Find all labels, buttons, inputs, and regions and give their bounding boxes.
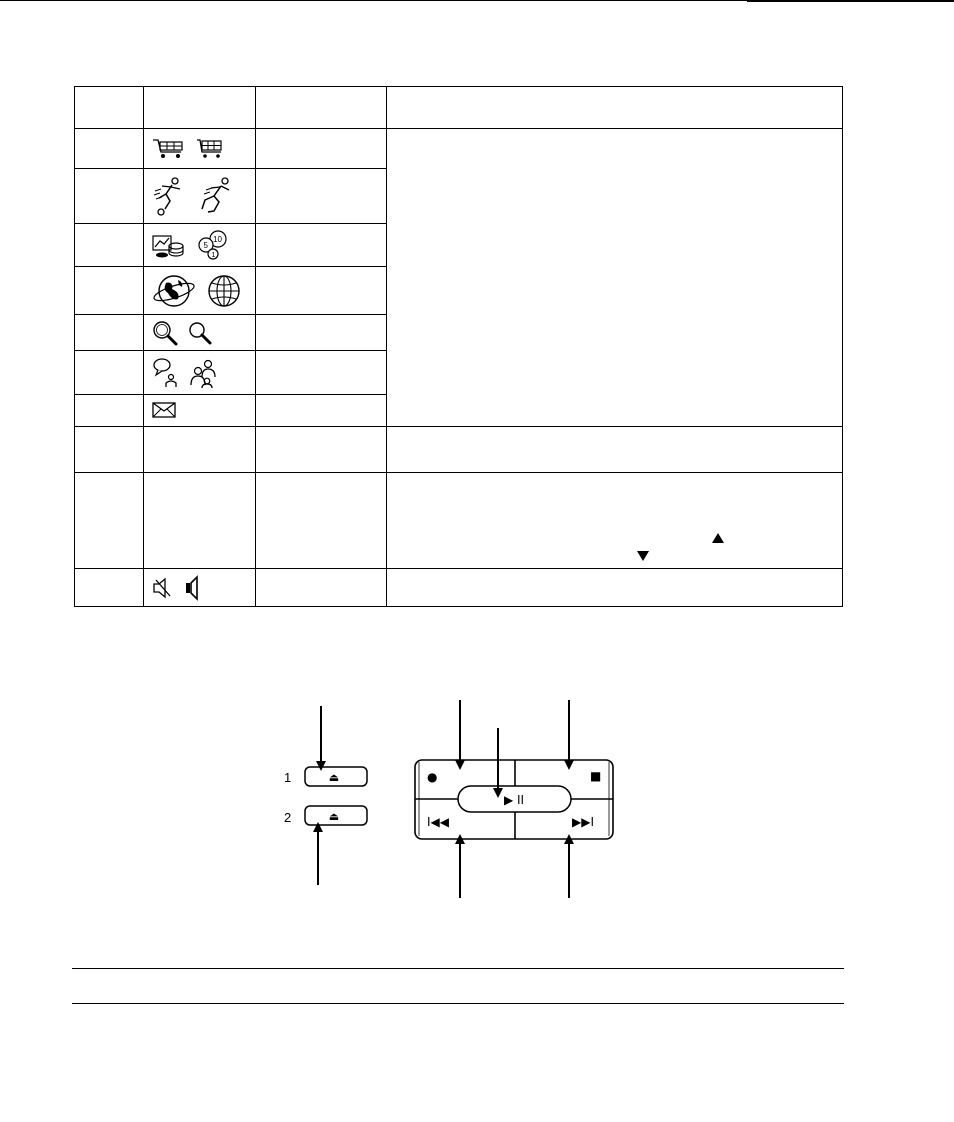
top-rule-thick	[747, 0, 954, 2]
footer-rule-top	[72, 968, 844, 969]
eject-2-icon: ⏏	[328, 810, 340, 823]
icon-cell	[144, 569, 256, 607]
speaker-icon	[184, 575, 200, 601]
envelope-icon	[152, 402, 176, 418]
eject-button-1[interactable]	[305, 767, 367, 786]
finance-chart-coins-icon	[152, 231, 186, 259]
people-icon	[188, 357, 218, 389]
table-row	[75, 129, 843, 169]
icon-cell	[144, 129, 256, 169]
globe-icon	[206, 273, 242, 309]
table-header-row	[75, 87, 843, 129]
table-row	[75, 427, 843, 473]
icon-cell	[144, 315, 256, 351]
soccer-player-icon	[152, 176, 186, 216]
svg-text:▶ II: ▶ II	[503, 793, 525, 807]
mute-speaker-icon	[152, 576, 174, 600]
eject-1-icon: ⏏	[328, 771, 340, 784]
footer-rule-bottom	[72, 1003, 844, 1004]
svg-text:1: 1	[211, 252, 216, 259]
stop-button[interactable]: ■	[590, 769, 602, 783]
globe-orbit-icon	[152, 271, 196, 311]
icon-cell	[144, 169, 256, 224]
tray-2-label: 2	[284, 810, 292, 825]
icon-cell	[144, 267, 256, 315]
top-rule	[0, 0, 954, 2]
icon-cell	[144, 224, 256, 267]
next-track-button[interactable]: ▶▶I	[572, 815, 594, 829]
volume-description-cell	[387, 473, 843, 569]
eject-button-2[interactable]	[305, 806, 367, 825]
top-rule-thin	[0, 0, 747, 1]
table-row	[75, 473, 843, 569]
keyboard-keys-table	[74, 86, 843, 607]
icon-cell	[144, 395, 256, 427]
icon-cell	[144, 351, 256, 395]
play-pause-button[interactable]	[458, 786, 571, 812]
record-button[interactable]: ●	[427, 770, 438, 784]
triangle-up-icon	[712, 533, 724, 543]
triangle-down-icon	[637, 551, 649, 561]
previous-track-button[interactable]: I◀◀	[427, 815, 449, 829]
chat-person-icon	[152, 357, 178, 389]
coins-icon	[196, 230, 228, 260]
shopping-cart-small-icon	[196, 137, 224, 161]
magnifier-small-icon	[188, 321, 212, 345]
table-row	[75, 569, 843, 607]
svg-text:5: 5	[203, 241, 209, 250]
magnifier-icon	[152, 320, 178, 346]
tray-1-label: 1	[284, 770, 292, 785]
runner-icon	[196, 176, 234, 216]
shopping-cart-icon	[152, 137, 186, 161]
svg-text:10: 10	[213, 235, 223, 244]
media-controls-diagram	[270, 690, 650, 910]
